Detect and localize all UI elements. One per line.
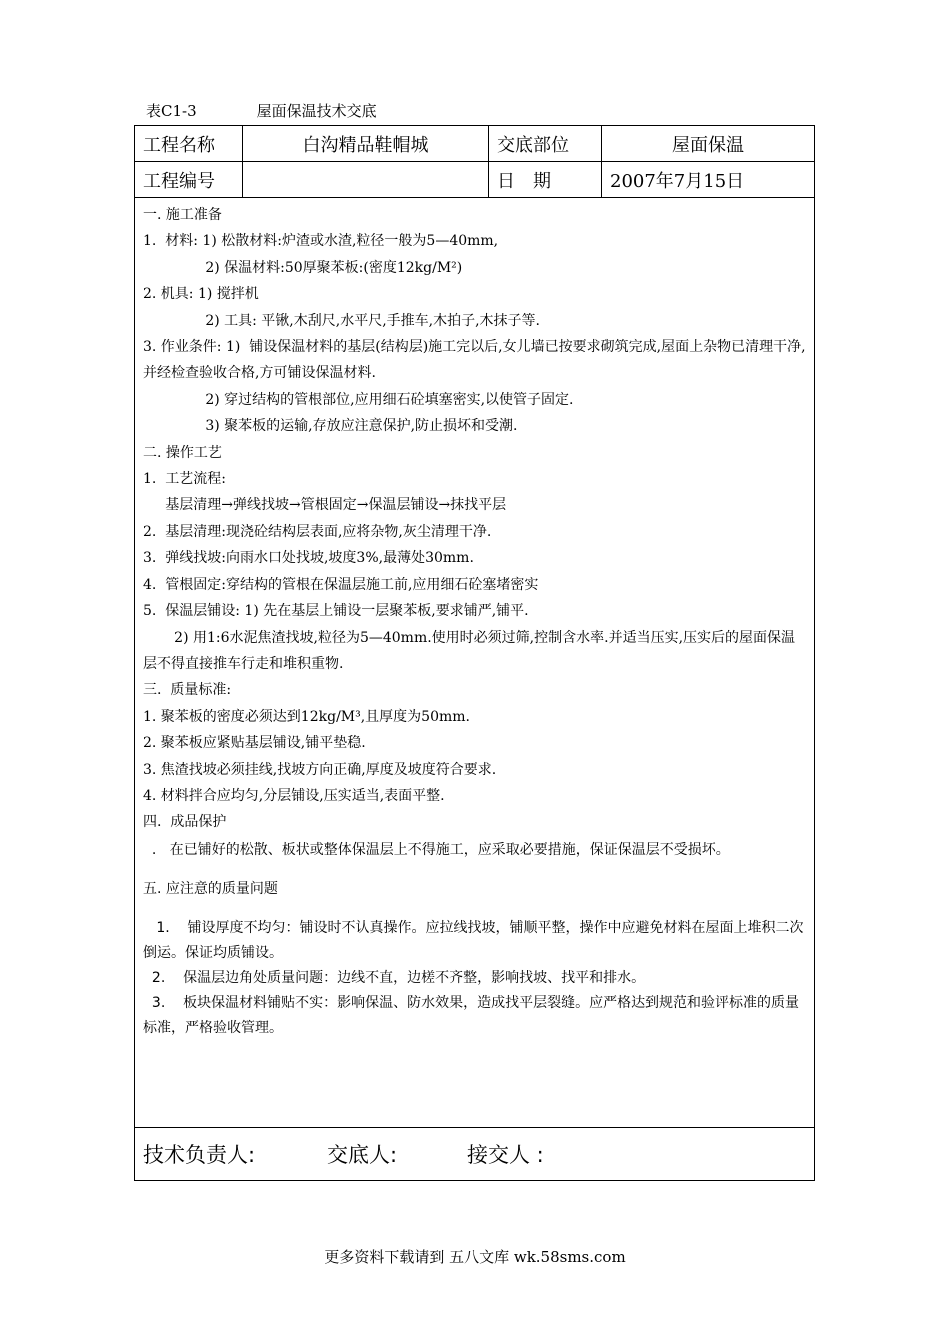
form-title: 屋面保温技术交底 — [256, 102, 377, 120]
body-line: 4. 材料拌合应均匀,分层铺设,压实适当,表面平整. — [143, 787, 445, 804]
presenter-signature: 交底人: — [327, 1143, 398, 1167]
body-line: 4. 管根固定:穿结构的管根在保温层施工前,应用细石砼塞堵密实 — [143, 576, 539, 593]
protection-text: . 在已铺好的松散、板状或整体保温层上不得施工，应采取必要措施，保证保温层不受损坏。 — [143, 841, 730, 858]
project-name-label: 工程名称 — [135, 126, 243, 162]
body-line: 三. 质量标准: — [143, 682, 232, 699]
body-line: 3) 聚苯板的运输,存放应注意保护,防止损坏和受潮. — [143, 418, 518, 435]
body-line: 3. 焦渣找坡必须挂线,找坡方向正确,厚度及坡度符合要求. — [143, 761, 497, 778]
body-line: 3. 弹线找坡:向雨水口处找坡,坡度3%,最薄处30mm. — [143, 550, 474, 567]
disclosure-content — [135, 198, 815, 1128]
footer-note: 更多资料下载请到 五八文库 wk.58sms.com — [324, 1248, 626, 1266]
body-line: 二. 操作工艺 — [143, 444, 222, 461]
date-label: 日 期 — [489, 162, 602, 198]
body-line: 基层清理→弹线找坡→管根固定→保温层铺设→抹找平层 — [143, 497, 507, 514]
project-name-value: 白沟精品鞋帽城 — [243, 126, 489, 162]
receiver-signature: 接交人 : — [467, 1143, 544, 1167]
body-row — [135, 198, 815, 1128]
body-line: 2. 机具: 1) 搅拌机 — [143, 286, 259, 303]
form-caption — [146, 100, 377, 121]
project-no-value — [243, 162, 489, 198]
part-value: 屋面保温 — [602, 126, 815, 162]
body-line: 1. 聚苯板的密度必须达到12kg/M³,且厚度为50mm. — [143, 708, 470, 725]
signature-row — [135, 1128, 815, 1181]
issue-item: 1. 铺设厚度不均匀：铺设时不认真操作。应拉线找坡，铺顺平整，操作中应避免材料在屋面上堆积二次倒运。保证均质铺设。 — [143, 919, 804, 961]
body-line: 2. 基层清理:现浇砼结构层表面,应将杂物,灰尘清理干净. — [143, 523, 492, 540]
body-line: 2) 工具: 平锹,木刮尺,水平尺,手推车,木拍子,木抹子等. — [143, 312, 540, 329]
body-line: 2) 用1:6水泥焦渣找坡,粒径为5—40mm.使用时必须过筛,控制含水率.并适当压实,压实后的屋面保温层不得直接推车行走和堆积重物. — [143, 629, 796, 672]
body-line: 四. 成品保护 — [143, 814, 227, 831]
signature-cell — [135, 1128, 815, 1181]
body-line: 2) 保温材料:50厚聚苯板:(密度12kg/M²) — [143, 259, 463, 276]
date-value: 2007年7月15日 — [602, 162, 815, 198]
disclosure-table — [134, 125, 815, 1181]
body-line: 3. 作业条件: 1) 铺设保温材料的基层(结构层)施工完以后,女儿墙已按要求砌筑完成,屋面上杂物已清理干净,并经检查验收合格,方可铺设保温材料. — [143, 339, 806, 382]
body-line: 1. 工艺流程: — [143, 471, 226, 488]
body-line: 1. 材料: 1) 松散材料:炉渣或水渣,粒径一般为5—40mm, — [143, 233, 499, 250]
part-label: 交底部位 — [489, 126, 602, 162]
body-line: 5. 保温层铺设: 1) 先在基层上铺设一层聚苯板,要求铺严,铺平. — [143, 603, 529, 620]
issues-title: 五. 应注意的质量问题 — [143, 880, 278, 897]
tech-lead-signature: 技术负责人: — [143, 1143, 256, 1167]
issue-item: 2. 保温层边角处质量问题：边线不直，边槎不齐整，影响找坡、找平和排水。 — [143, 969, 646, 986]
project-name-row — [135, 126, 815, 162]
body-line: 2) 穿过结构的管根部位,应用细石砼填塞密实,以使管子固定. — [143, 391, 574, 408]
body-line: 一. 施工准备 — [143, 207, 222, 223]
project-no-label: 工程编号 — [135, 162, 243, 198]
body-line: 2. 聚苯板应紧贴基层铺设,铺平垫稳. — [143, 735, 366, 752]
project-no-row — [135, 162, 815, 198]
issue-item: 3. 板块保温材料铺贴不实：影响保温、防水效果，造成找平层裂缝。应严格达到规范和验评标准的质量标准，严格验收管理。 — [143, 994, 800, 1036]
form-number: 表C1-3 — [146, 102, 197, 120]
